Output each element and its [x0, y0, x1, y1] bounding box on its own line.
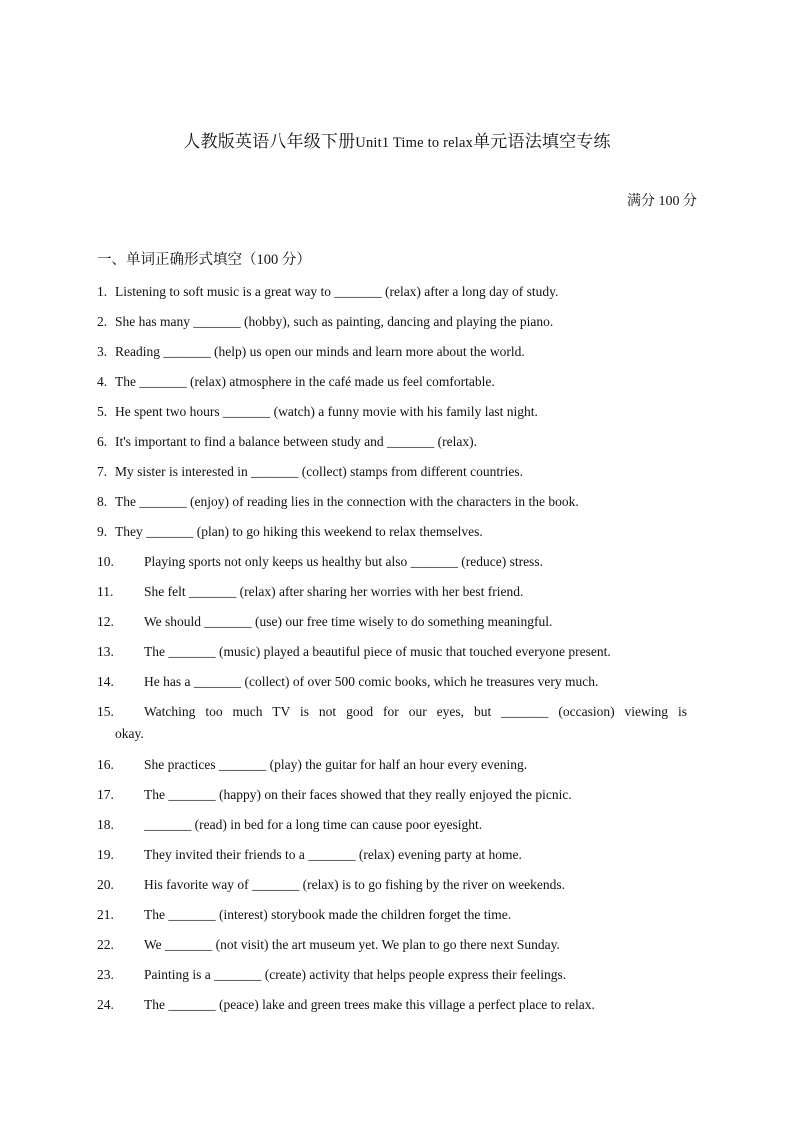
question-number: 6.: [97, 434, 108, 449]
question-item: [97, 754, 687, 776]
question-text: Watching too much TV is not good for our eyes, but _______ (occasion) viewing is: [144, 704, 687, 719]
question-text: They invited their friends to a _______ (relax) evening party at home.: [144, 847, 522, 862]
question-text: My sister is interested in _______ (collect) stamps from different countries.: [115, 464, 524, 479]
question-number: 16.: [97, 757, 114, 772]
question-text: It's important to find a balance between study and _______ (relax).: [115, 434, 477, 449]
question-text: The _______ (happy) on their faces showed that they really enjoyed the picnic.: [144, 787, 572, 802]
question-text: We _______ (not visit) the art museum yet. We plan to go there next Sunday.: [144, 937, 560, 952]
question-item: [97, 431, 687, 453]
question-text: She has many _______ (hobby), such as painting, dancing and playing the piano.: [115, 314, 554, 329]
question-item: [97, 521, 687, 543]
question-text: She felt _______ (relax) after sharing her worries with her best friend.: [144, 584, 524, 599]
full-score: 满分 100 分: [627, 194, 697, 209]
question-number: 23.: [97, 967, 114, 982]
question-number: 5.: [97, 404, 108, 419]
question-text: Reading _______ (help) us open our minds and learn more about the world.: [115, 344, 525, 359]
question-number: 19.: [97, 847, 114, 862]
question-number: 24.: [97, 997, 114, 1012]
title-cn-prefix: 人教版英语八年级下册: [183, 132, 356, 151]
question-item: [97, 371, 687, 393]
question-item: [97, 934, 687, 956]
question-item: [97, 461, 687, 483]
question-number: 11.: [97, 584, 114, 599]
question-item: [97, 784, 687, 806]
question-text: He has a _______ (collect) of over 500 comic books, which he treasures very much.: [144, 674, 599, 689]
question-number: 7.: [97, 464, 108, 479]
question-text: She practices _______ (play) the guitar for half an hour every evening.: [144, 757, 528, 772]
question-item: [97, 904, 687, 926]
question-number: 18.: [97, 817, 114, 832]
question-item: [97, 581, 687, 603]
question-text: The _______ (relax) atmosphere in the café made us feel comfortable.: [115, 374, 495, 389]
question-number: 13.: [97, 644, 114, 659]
question-item: [97, 311, 687, 333]
question-number: 22.: [97, 937, 114, 952]
section-heading: 一、单词正确形式填空（100 分）: [97, 252, 311, 268]
question-text: _______ (read) in bed for a long time can cause poor eyesight.: [144, 817, 483, 832]
question-text: His favorite way of _______ (relax) is to go fishing by the river on weekends.: [144, 877, 566, 892]
question-text: The _______ (peace) lake and green trees make this village a perfect place to relax.: [144, 997, 595, 1012]
question-number: 4.: [97, 374, 108, 389]
question-text: The _______ (interest) storybook made the children forget the time.: [144, 907, 512, 922]
question-item: [97, 671, 687, 693]
question-number: 15.: [97, 704, 114, 719]
question-item: [97, 814, 687, 836]
question-text: Playing sports not only keeps us healthy but also _______ (reduce) stress.: [144, 554, 543, 569]
question-number: 12.: [97, 614, 114, 629]
question-number: 1.: [97, 284, 108, 299]
question-text: Painting is a _______ (create) activity that helps people express their feelings.: [144, 967, 567, 982]
question-number: 20.: [97, 877, 114, 892]
question-text: The _______ (music) played a beautiful piece of music that touched everyone present.: [144, 644, 611, 659]
question-text: They _______ (plan) to go hiking this weekend to relax themselves.: [115, 524, 483, 539]
question-number: 3.: [97, 344, 108, 359]
question-number: 2.: [97, 314, 108, 329]
question-item: [97, 701, 687, 745]
question-item: [97, 491, 687, 513]
question-item: [97, 281, 687, 303]
question-number: 14.: [97, 674, 114, 689]
question-text: Listening to soft music is a great way to _______ (relax) after a long day of study.: [115, 284, 559, 299]
question-number: 8.: [97, 494, 108, 509]
question-number: 10.: [97, 554, 114, 569]
question-item: [97, 964, 687, 986]
title-unit: Unit1 Time to relax: [355, 135, 474, 151]
question-number: 9.: [97, 524, 108, 539]
question-text: We should _______ (use) our free time wisely to do something meaningful.: [144, 614, 553, 629]
question-number: 17.: [97, 787, 114, 802]
question-item: [97, 551, 687, 573]
question-item: [97, 341, 687, 363]
question-text: He spent two hours _______ (watch) a funny movie with his family last night.: [115, 404, 538, 419]
question-text: The _______ (enjoy) of reading lies in the connection with the characters in the book.: [115, 494, 579, 509]
question-item: [97, 611, 687, 633]
question-item: [97, 994, 687, 1016]
page-title: [0, 127, 794, 152]
question-item: [97, 401, 687, 423]
question-item: [97, 641, 687, 663]
question-number: 21.: [97, 907, 114, 922]
question-item: [97, 844, 687, 866]
question-text-continued: okay.: [115, 726, 144, 741]
title-cn-suffix: 单元语法填空专练: [473, 132, 611, 151]
question-item: [97, 874, 687, 896]
